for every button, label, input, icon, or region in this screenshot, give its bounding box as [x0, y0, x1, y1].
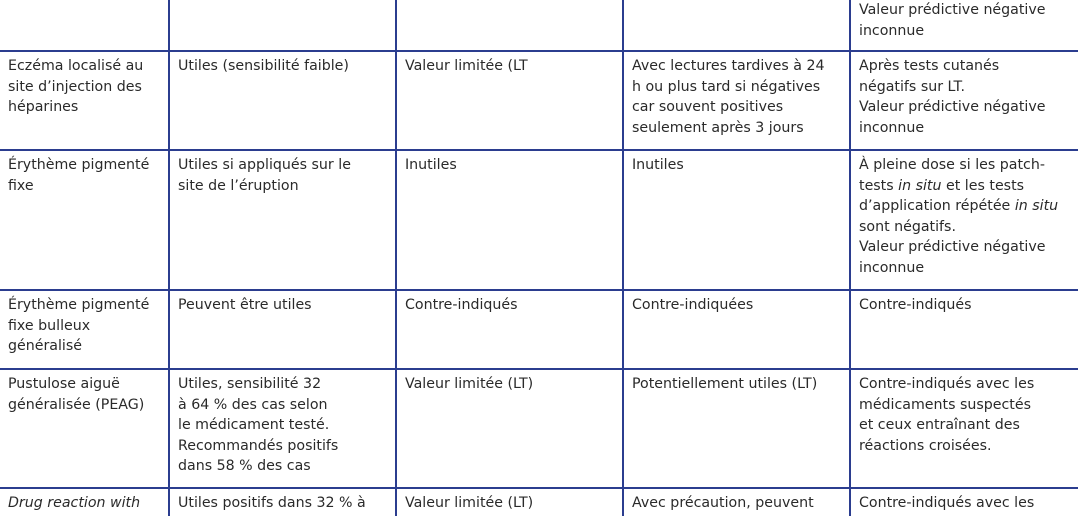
- table-cell: [623, 51, 850, 150]
- text-segment: Contre-indiqués avec les: [859, 376, 1035, 392]
- cell-text-line: [859, 436, 1070, 457]
- table-cell: [623, 0, 850, 51]
- text-segment: et ceux entraînant des: [859, 417, 1020, 434]
- text-segment: site d’injection des: [8, 78, 142, 95]
- table-row: [0, 488, 1078, 516]
- table-row: [0, 0, 1078, 51]
- text-segment: le médicament testé.: [178, 417, 330, 434]
- text-segment: réactions croisées.: [859, 437, 992, 454]
- cell-text-line: [178, 436, 387, 457]
- text-segment: site de l’éruption: [178, 177, 299, 194]
- table-row: [0, 51, 1078, 150]
- table-row: [0, 150, 1078, 290]
- cell-text-line: [178, 395, 387, 416]
- text-segment: inconnue: [859, 259, 925, 276]
- table-cell: [169, 488, 396, 516]
- table-cell: [850, 0, 1078, 51]
- table-cell: [623, 150, 850, 290]
- text-segment: Peuvent être utiles: [178, 297, 312, 313]
- cell-text-line: [859, 295, 1070, 316]
- text-segment: généralisé: [8, 338, 82, 355]
- table-cell: [850, 369, 1078, 488]
- cell-text-line: [859, 77, 1070, 98]
- text-segment: Valeur limitée (LT): [405, 495, 534, 511]
- cell-text-line: [859, 217, 1070, 238]
- text-segment: car souvent positives: [632, 99, 784, 116]
- cell-text-line: [8, 493, 160, 514]
- text-segment: fixe: [8, 177, 34, 194]
- text-segment: Valeur prédictive négative: [859, 99, 1046, 116]
- text-segment: Potentiellement utiles (LT): [632, 376, 818, 392]
- italic-text: in situ: [898, 177, 942, 194]
- text-segment: négatifs sur LT.: [859, 78, 965, 95]
- cell-text-line: [632, 118, 841, 139]
- text-segment: à 64 % des cas selon: [178, 396, 328, 413]
- table-cell: [0, 150, 169, 290]
- cell-text-line: [859, 374, 1070, 395]
- table-cell: [396, 488, 623, 516]
- table-cell: [0, 488, 169, 516]
- cell-text-line: [859, 118, 1070, 139]
- text-segment: héparines: [8, 99, 79, 116]
- table-cell: [169, 290, 396, 369]
- cell-text-line: [8, 336, 160, 357]
- text-segment: Contre-indiqués avec les: [859, 495, 1035, 511]
- cell-text-line: [859, 0, 1070, 21]
- cell-text-line: [178, 295, 387, 316]
- cell-text-line: [8, 295, 160, 316]
- table-cell: [850, 150, 1078, 290]
- table-cell: [169, 150, 396, 290]
- table-cell: [0, 0, 169, 51]
- italic-text: in situ: [1014, 198, 1059, 215]
- cell-text-line: [178, 415, 387, 436]
- text-segment: Valeur limitée (LT): [405, 376, 534, 392]
- cell-text-line: [8, 395, 160, 416]
- text-segment: Utiles positifs dans 32 % à: [178, 495, 366, 511]
- text-segment: Érythème pigmenté: [8, 297, 150, 313]
- text-segment: médicaments suspectés: [859, 396, 1031, 413]
- text-segment: Inutiles: [405, 157, 457, 173]
- text-segment: Avec lectures tardives à 24: [632, 58, 825, 74]
- cell-text-line: [632, 295, 841, 316]
- cell-text-line: [405, 295, 614, 316]
- table-row: [0, 290, 1078, 369]
- text-segment: Utiles (sensibilité faible): [178, 58, 349, 74]
- cell-text-line: [178, 155, 387, 176]
- table-cell: [396, 0, 623, 51]
- italic-text: Drug reaction with: [8, 495, 141, 511]
- table-cell: [623, 369, 850, 488]
- cell-text-line: [859, 415, 1070, 436]
- table-cell: [396, 290, 623, 369]
- cell-text-line: [8, 77, 160, 98]
- text-segment: Valeur limitée (LT: [405, 58, 528, 74]
- text-segment: inconnue: [859, 119, 925, 136]
- text-segment: Utiles si appliqués sur le: [178, 157, 351, 173]
- text-segment: Après tests cutanés: [859, 58, 1000, 74]
- cell-text-line: [632, 493, 841, 514]
- cell-text-line: [632, 155, 841, 176]
- text-segment: Eczéma localisé au: [8, 58, 144, 74]
- text-segment: Utiles, sensibilité 32: [178, 376, 322, 392]
- cell-text-line: [632, 77, 841, 98]
- text-segment: Avec précaution, peuvent: [632, 495, 814, 511]
- text-segment: généralisée (PEAG): [8, 396, 145, 413]
- table-row: [0, 369, 1078, 488]
- text-segment: À pleine dose si les patch-: [859, 157, 1045, 173]
- text-segment: seulement après 3 jours: [632, 119, 804, 136]
- table-cell: [0, 290, 169, 369]
- cell-text-line: [859, 176, 1070, 197]
- cell-text-line: [632, 56, 841, 77]
- table-cell: [169, 0, 396, 51]
- table-cell: [396, 51, 623, 150]
- table-cell: [623, 488, 850, 516]
- text-segment: inconnue: [859, 22, 925, 39]
- cell-text-line: [8, 176, 160, 197]
- table-cell: [850, 290, 1078, 369]
- cell-text-line: [8, 56, 160, 77]
- table-cell: [0, 369, 169, 488]
- text-segment: Pustulose aiguë: [8, 376, 120, 392]
- cell-text-line: [859, 395, 1070, 416]
- cell-text-line: [632, 97, 841, 118]
- text-segment: fixe bulleux: [8, 317, 91, 334]
- text-segment: Contre-indiqués: [859, 297, 972, 313]
- cell-text-line: [405, 56, 614, 77]
- cell-text-line: [178, 456, 387, 477]
- cell-text-line: [178, 56, 387, 77]
- cell-text-line: [859, 97, 1070, 118]
- cell-text-line: [178, 374, 387, 395]
- text-segment: Recommandés positifs: [178, 437, 339, 454]
- cell-text-line: [8, 97, 160, 118]
- cell-text-line: [405, 493, 614, 514]
- cell-text-line: [859, 56, 1070, 77]
- cell-text-line: [859, 21, 1070, 42]
- text-segment: et les tests: [941, 177, 1025, 194]
- cell-text-line: [859, 155, 1070, 176]
- table-cell: [396, 369, 623, 488]
- cell-text-line: [8, 374, 160, 395]
- text-segment: d’application répétée: [859, 198, 1015, 215]
- text-segment: tests: [859, 177, 899, 194]
- cell-text-line: [632, 374, 841, 395]
- table-cell: [0, 51, 169, 150]
- text-segment: sont négatifs.: [859, 218, 956, 235]
- table-cell: [396, 150, 623, 290]
- cell-text-line: [859, 237, 1070, 258]
- cell-text-line: [859, 493, 1070, 514]
- cell-text-line: [8, 155, 160, 176]
- text-segment: Érythème pigmenté: [8, 157, 150, 173]
- text-segment: Valeur prédictive négative: [859, 2, 1046, 18]
- text-segment: Contre-indiqués: [405, 297, 518, 313]
- cell-text-line: [8, 316, 160, 337]
- cell-text-line: [178, 493, 387, 514]
- table-cell: [850, 51, 1078, 150]
- table-cell: [169, 369, 396, 488]
- text-segment: h ou plus tard si négatives: [632, 78, 821, 95]
- text-segment: Valeur prédictive négative: [859, 239, 1046, 256]
- cell-text-line: [178, 176, 387, 197]
- text-segment: dans 58 % des cas: [178, 458, 311, 475]
- cell-text-line: [405, 374, 614, 395]
- cell-text-line: [859, 196, 1070, 217]
- table-cell: [850, 488, 1078, 516]
- cell-text-line: [859, 258, 1070, 279]
- table-cell: [169, 51, 396, 150]
- cell-text-line: [405, 155, 614, 176]
- table-cell: [623, 290, 850, 369]
- text-segment: Contre-indiquées: [632, 297, 754, 313]
- text-segment: Inutiles: [632, 157, 684, 173]
